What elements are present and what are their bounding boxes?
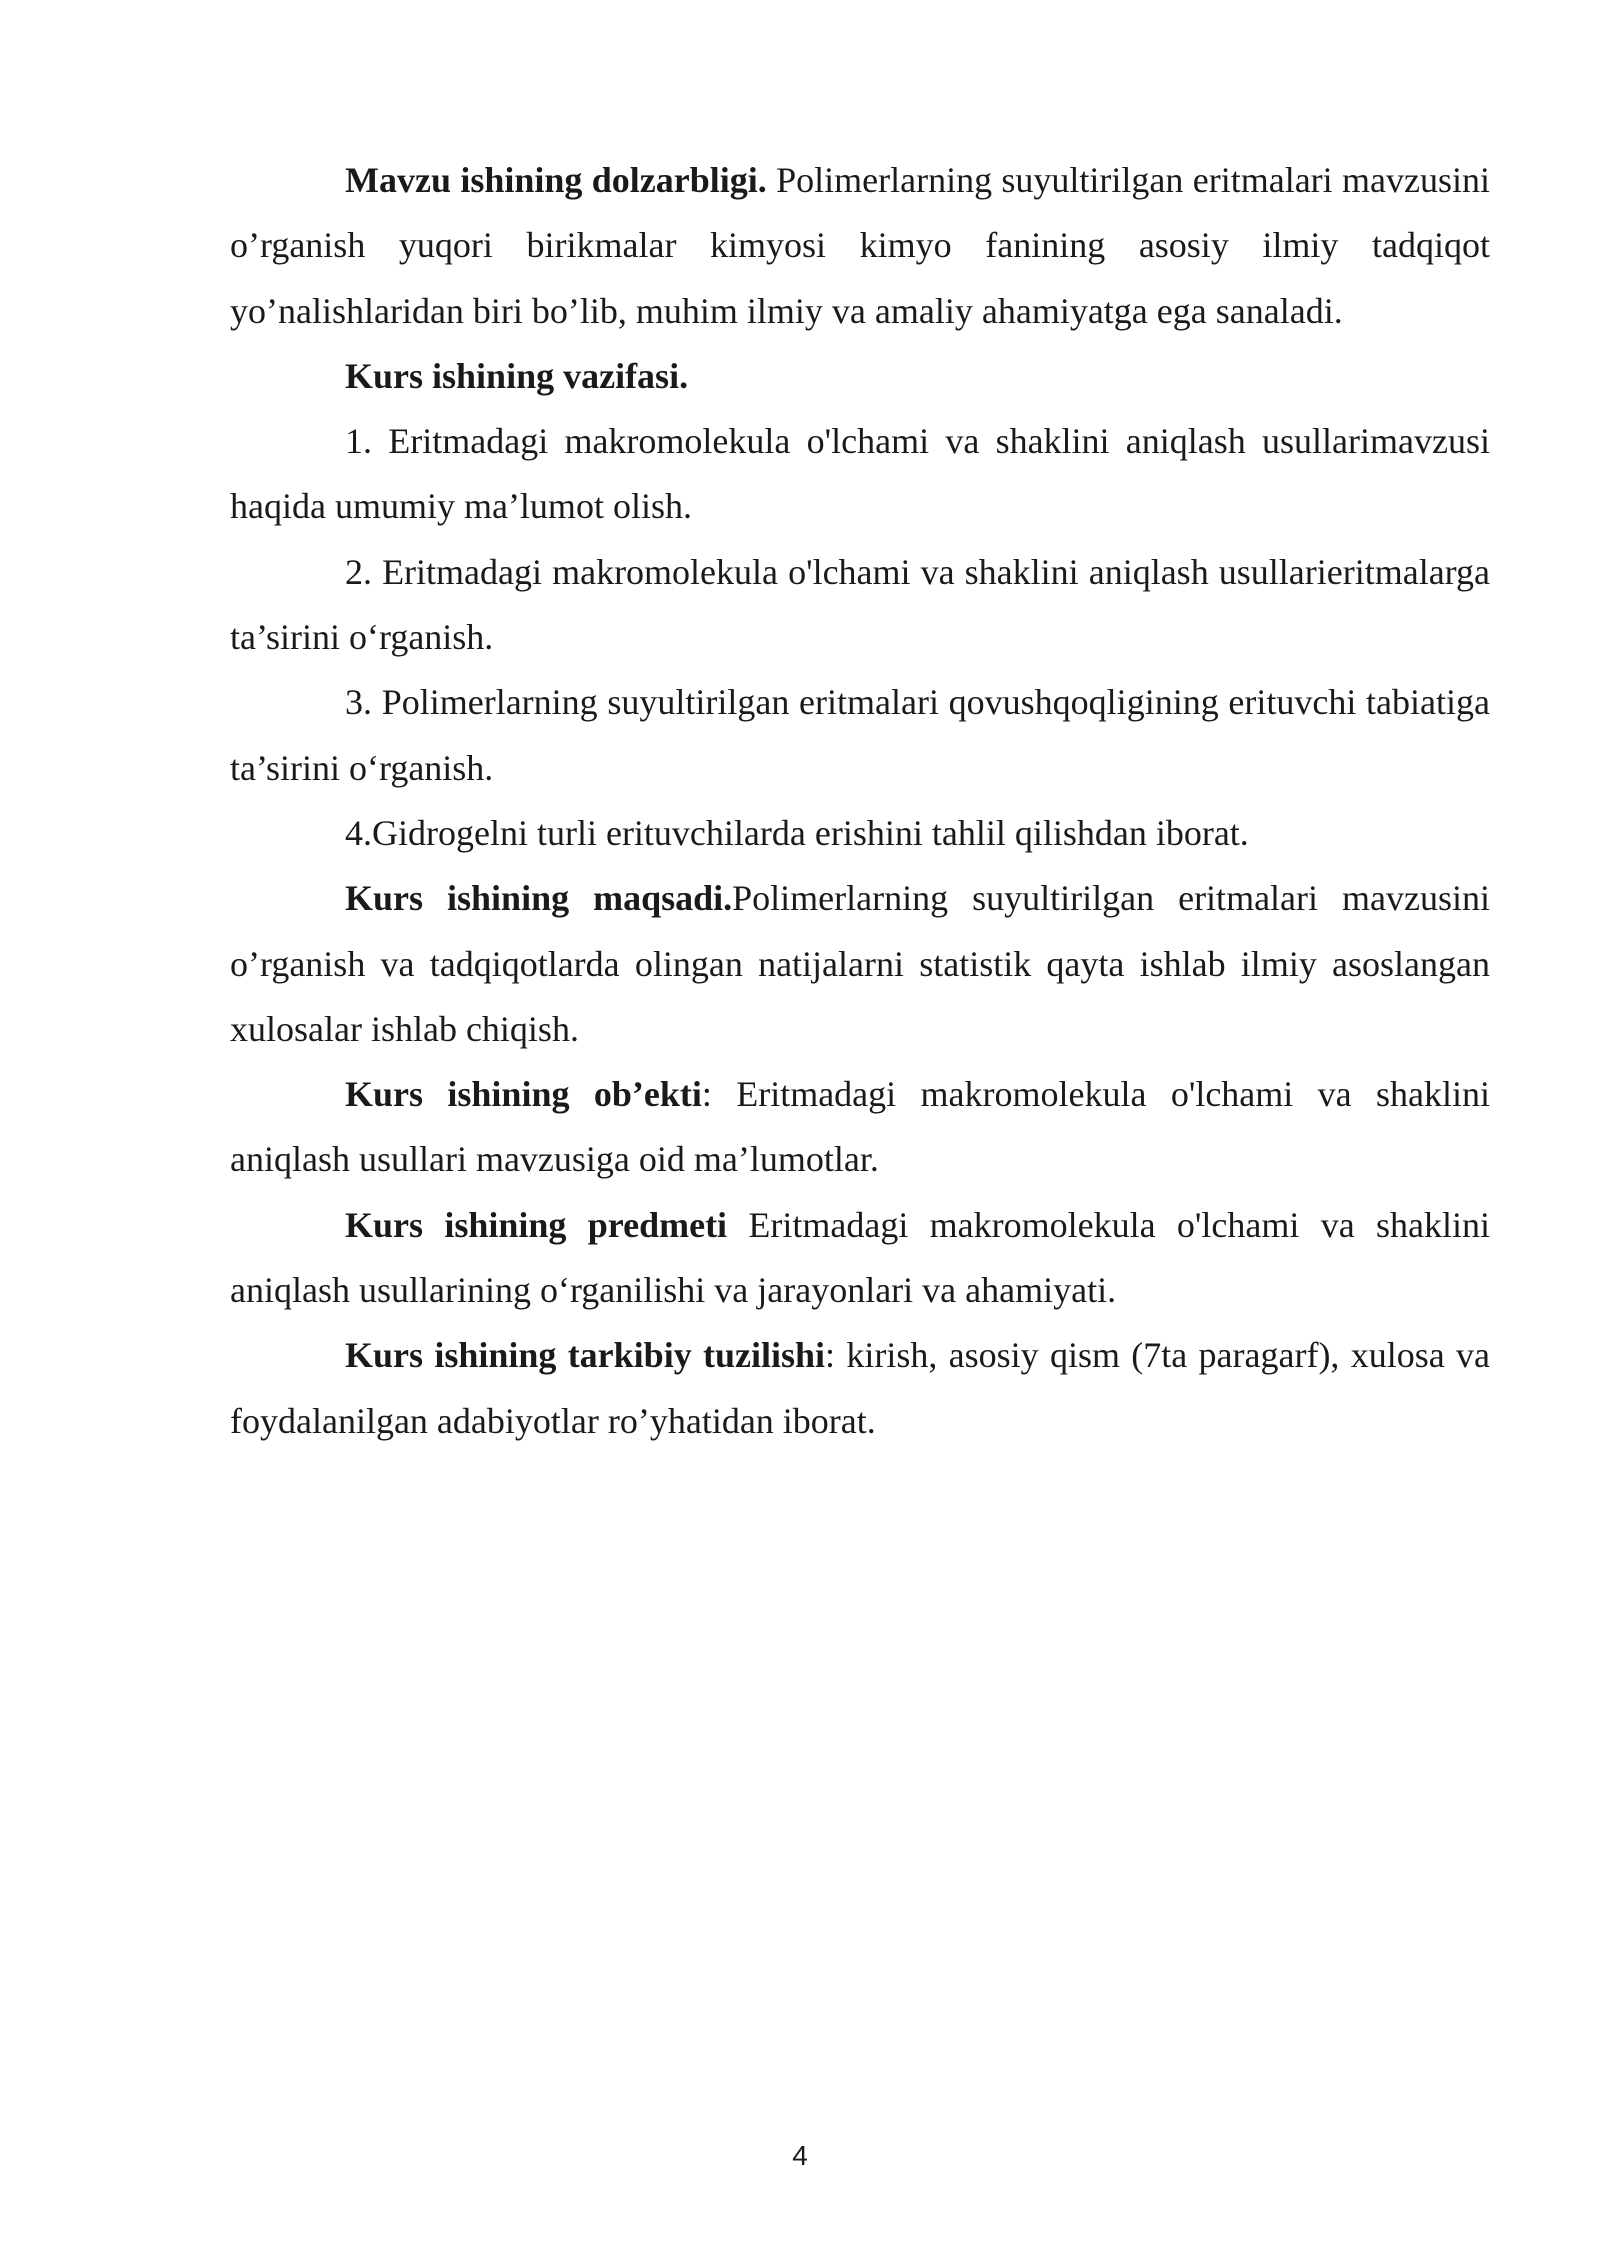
paragraph-heading: Kurs ishining tarkibiy tuzilishi bbox=[345, 1335, 826, 1376]
paragraph-heading: Kurs ishining maqsadi. bbox=[345, 878, 733, 919]
paragraph-text: 1. Eritmadagi makromolekula o'lchami va shaklini aniqlash usullarimavzusi haqida umumiy ma’lumot olish. bbox=[230, 421, 1490, 527]
page-number: 4 bbox=[792, 2140, 808, 2171]
paragraph-tasks-heading bbox=[230, 344, 1490, 409]
paragraph-heading: Kurs ishining vazifasi. bbox=[345, 355, 689, 396]
paragraph-text: 2. Eritmadagi makromolekula o'lchami va shaklini aniqlash usullarieritmalarga ta’sirini o‘rganish. bbox=[230, 551, 1490, 658]
paragraph-goal bbox=[230, 866, 1490, 1062]
paragraph-object bbox=[230, 1062, 1490, 1193]
paragraph-relevance bbox=[230, 148, 1490, 344]
paragraph-task-2 bbox=[230, 540, 1490, 671]
paragraph-heading: Kurs ishining ob’ekti bbox=[345, 1074, 702, 1115]
paragraph-text: Polimerlarning suyultirilgan eritmalari mavzusini o’rganish yuqori birikmalar kimyosi kimyo fanining asosiy ilmiy tadqiqot yo’nalishlaridan biri bo’lib, muhim ilmiy va amaliy ahamiyatga ega sanaladi. bbox=[230, 160, 1490, 331]
paragraph-task-1 bbox=[230, 409, 1490, 540]
paragraph-text: 4.Gidrogelni turli erituvchilarda erishini tahlil qilishdan iborat. bbox=[345, 812, 1249, 853]
paragraph-heading: Mavzu ishining dolzarbligi. bbox=[345, 160, 767, 200]
paragraph-structure bbox=[230, 1323, 1490, 1454]
document-body bbox=[230, 148, 1490, 1454]
paragraph-text: 3. Polimerlarning suyultirilgan eritmalari qovushqoqligining erituvchi tabiatiga ta’sirini o‘rganish. bbox=[230, 682, 1490, 788]
paragraph-text: Polimerlarning suyultirilgan eritmalari mavzusini o’rganish va tadqiqotlarda olingan natijalarni statistik qayta ishlab ilmiy asoslangan xulosalar ishlab chiqish. bbox=[230, 878, 1490, 1049]
paragraph-subject bbox=[230, 1193, 1490, 1324]
paragraph-heading: Kurs ishining predmeti bbox=[345, 1204, 728, 1245]
paragraph-task-3 bbox=[230, 670, 1490, 801]
paragraph-text: Eritmadagi makromolekula o'lchami va shaklini aniqlash usullarining o‘rganilishi va jarayonlari va ahamiyati. bbox=[230, 1204, 1490, 1311]
paragraph-text: : kirish, asosiy qism (7ta paragarf), xulosa va foydalanilgan adabiyotlar ro’yhatidan iborat. bbox=[230, 1335, 1491, 1441]
paragraph-task-4 bbox=[230, 801, 1490, 866]
paragraph-text: : Eritmadagi makromolekula o'lchami va shaklini aniqlash usullari mavzusiga oid ma’lumotlar. bbox=[230, 1074, 1490, 1180]
